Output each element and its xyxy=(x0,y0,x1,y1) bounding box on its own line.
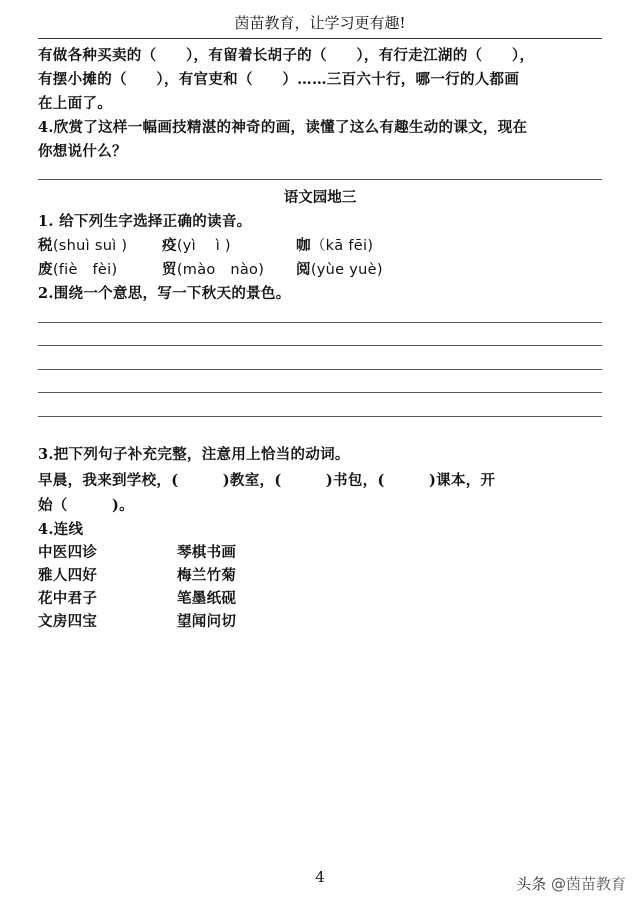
page-header: 茵苗教育，让学习更有趣! xyxy=(234,14,406,32)
pinyin-item: 贸(mào nào) xyxy=(162,261,265,278)
pinyin-item: 疫(yì ì ) xyxy=(162,237,231,254)
pinyin-item: 咖（kā fēi) xyxy=(296,237,374,254)
question-2-title: 2.围绕一个意思，写一下秋天的景色。 xyxy=(38,285,291,302)
page-number: 4 xyxy=(315,868,325,886)
question-1-title: 1. 给下列生字选择正确的读音。 xyxy=(38,213,252,230)
answer-line xyxy=(38,179,602,180)
match-right-item: 梅兰竹菊 xyxy=(177,567,237,584)
match-right-item: 琴棋书画 xyxy=(177,544,237,561)
watermark-handle: @茵苗教育 xyxy=(550,875,626,893)
watermark xyxy=(516,873,626,894)
writing-line xyxy=(38,416,602,417)
match-right-item: 望闻问切 xyxy=(177,613,237,630)
match-left-item: 文房四宝 xyxy=(38,613,98,630)
question-3-line-2: 始（ )。 xyxy=(38,497,134,514)
passage-line-2: 有摆小摊的（ ），有官吏和（ ）……三百六十行，哪一行的人都画 xyxy=(38,71,520,88)
section-title: 语文园地三 xyxy=(283,189,357,206)
question-4-top-line-1: 4.欣赏了这样一幅画技精湛的神奇的画，读懂了这么有趣生动的课文，现在 xyxy=(38,119,528,136)
question-3-line-1: 早晨，我来到学校，( )教室，( )书包，( )课本，开 xyxy=(38,472,496,489)
question-4-title: 4.连线 xyxy=(38,521,84,538)
question-4-top-line-2: 你想说什么？ xyxy=(38,143,127,160)
watermark-prefix: 头条 xyxy=(516,875,551,893)
header-rule xyxy=(38,38,602,39)
match-left-item: 中医四诊 xyxy=(38,544,98,561)
match-left-item: 雅人四好 xyxy=(38,567,98,584)
passage-line-3: 在上面了。 xyxy=(38,95,112,112)
pinyin-item: 废(fiè fèi) xyxy=(38,261,118,278)
writing-line xyxy=(38,345,602,346)
match-right-item: 笔墨纸砚 xyxy=(177,590,237,607)
passage-line-1: 有做各种买卖的（ ），有留着长胡子的（ ），有行走江湖的（ ）， xyxy=(38,47,535,64)
writing-line xyxy=(38,392,602,393)
pinyin-item: 税(shuì suì ) xyxy=(38,237,128,254)
pinyin-item: 阅(yùe yuè) xyxy=(296,261,383,278)
writing-line xyxy=(38,322,602,323)
writing-line xyxy=(38,369,602,370)
question-3-title: 3.把下列句子补充完整，注意用上恰当的动词。 xyxy=(38,446,350,463)
match-left-item: 花中君子 xyxy=(38,590,98,607)
